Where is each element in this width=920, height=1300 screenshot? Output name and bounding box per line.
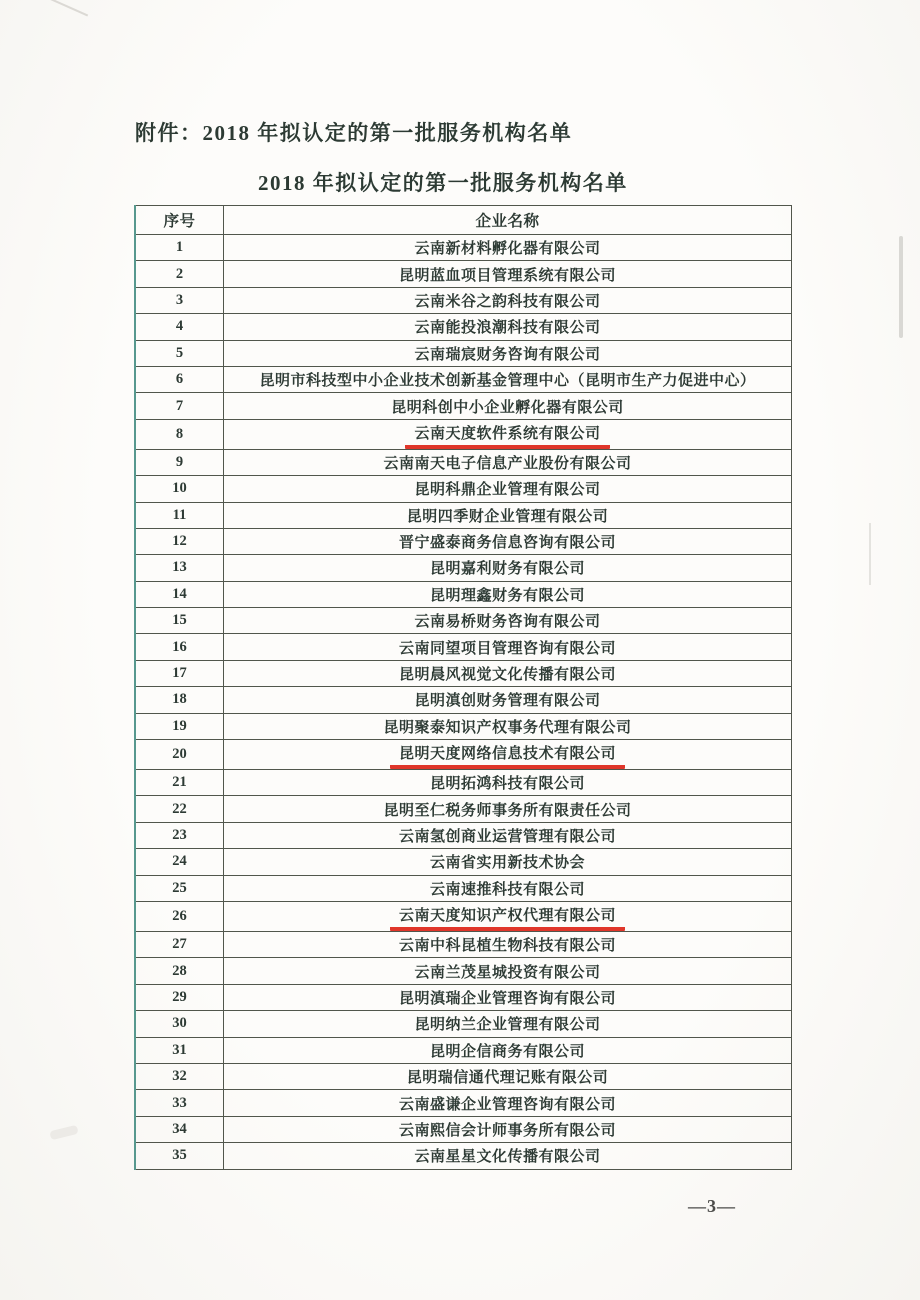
row-index-cell: 22 [135,796,224,822]
company-name-cell [224,770,792,796]
company-name-cell [224,634,792,660]
company-name: 云南新材料孵化器有限公司 [414,241,601,258]
row-index-cell: 8 [135,419,224,449]
table-row [135,1143,792,1169]
table-row [135,393,792,419]
table-row [135,849,792,875]
company-name-cell [224,1143,792,1169]
row-index-cell: 17 [135,660,224,686]
company-name-red-underlined: 云南天度软件系统有限公司 [405,420,609,449]
company-name-cell [224,528,792,554]
company-name: 昆明纳兰企业管理有限公司 [414,1017,601,1034]
company-name-cell [224,476,792,502]
company-name-red-underlined: 云南天度知识产权代理有限公司 [390,902,625,931]
table-row [135,314,792,340]
company-name: 云南省实用新技术协会 [429,855,585,872]
company-name-cell [224,984,792,1010]
company-name-cell [224,287,792,313]
table-row [135,502,792,528]
row-index-cell: 18 [135,687,224,713]
company-name: 云南瑞宸财务咨询有限公司 [414,346,601,363]
row-index-cell: 25 [135,875,224,901]
table-row [135,660,792,686]
company-name: 云南易桥财务咨询有限公司 [414,614,601,631]
company-name: 云南能投浪潮科技有限公司 [414,320,601,337]
header-cell-company-name: 企业名称 [224,206,792,235]
row-index-cell: 16 [135,634,224,660]
row-index-cell: 10 [135,476,224,502]
company-name: 云南盛谦企业管理咨询有限公司 [398,1096,616,1113]
scan-artifact-right-streak [899,236,903,338]
row-index-cell: 11 [135,502,224,528]
company-name: 昆明四季财企业管理有限公司 [406,508,609,525]
table-row [135,555,792,581]
company-name-cell [224,796,792,822]
company-name: 昆明蓝血项目管理系统有限公司 [398,267,616,284]
company-name-cell [224,849,792,875]
row-index-cell: 20 [135,740,224,770]
company-name-cell [224,687,792,713]
table-row [135,340,792,366]
row-index-cell: 3 [135,287,224,313]
row-index-cell: 9 [135,449,224,475]
company-name: 昆明拓鸿科技有限公司 [429,776,585,793]
row-index-cell: 13 [135,555,224,581]
row-index-cell: 5 [135,340,224,366]
scan-artifact-bottom-mark [49,1125,78,1141]
row-index-cell: 32 [135,1063,224,1089]
company-name-cell [224,931,792,957]
table-title: 2018 年拟认定的第一批服务机构名单 [258,171,628,195]
company-name-cell [224,261,792,287]
company-name-cell [224,1037,792,1063]
company-name: 昆明晨风视觉文化传播有限公司 [398,667,616,684]
table-row [135,287,792,313]
company-name: 昆明科创中小企业孵化器有限公司 [391,399,624,416]
table-row [135,958,792,984]
row-index-cell: 15 [135,608,224,634]
company-name-cell [224,1011,792,1037]
row-index-cell: 21 [135,770,224,796]
company-name: 云南星星文化传播有限公司 [414,1149,601,1166]
table-row [135,687,792,713]
company-name: 云南熙信会计师事务所有限公司 [398,1122,616,1139]
company-name-cell [224,314,792,340]
company-name: 昆明市科技型中小企业技术创新基金管理中心（昆明市生产力促进中心） [259,373,756,390]
row-index-cell: 24 [135,849,224,875]
company-name: 昆明科鼎企业管理有限公司 [414,482,601,499]
row-index-cell: 12 [135,528,224,554]
table-row [135,875,792,901]
company-name-cell [224,1090,792,1116]
table-row [135,608,792,634]
company-name: 昆明企信商务有限公司 [429,1043,585,1060]
table-row [135,713,792,739]
company-name-cell [224,608,792,634]
page-number: —3— [688,1196,736,1216]
company-name-cell [224,822,792,848]
company-name: 晋宁盛泰商务信息咨询有限公司 [398,535,616,552]
table-row [135,1011,792,1037]
company-name-cell [224,419,792,449]
company-name: 昆明滇创财务管理有限公司 [414,693,601,710]
table-row [135,581,792,607]
row-index-cell: 30 [135,1011,224,1037]
table-row [135,1116,792,1142]
table-row [135,984,792,1010]
row-index-cell: 29 [135,984,224,1010]
table-row [135,476,792,502]
row-index-cell: 14 [135,581,224,607]
table-header [135,206,792,235]
table-row [135,1037,792,1063]
company-name-cell [224,340,792,366]
company-name: 昆明聚泰知识产权事务代理有限公司 [383,719,632,736]
row-index-cell: 31 [135,1037,224,1063]
company-name-cell [224,958,792,984]
row-index-cell: 33 [135,1090,224,1116]
company-name-cell [224,393,792,419]
company-name-cell [224,555,792,581]
company-name-cell [224,1116,792,1142]
row-index-cell: 34 [135,1116,224,1142]
table-row [135,740,792,770]
row-index-cell: 28 [135,958,224,984]
table-row [135,419,792,449]
company-name: 云南同望项目管理咨询有限公司 [398,640,616,657]
table-row [135,1063,792,1089]
company-roster-table [134,205,792,1170]
table-row [135,634,792,660]
company-name: 昆明至仁税务师事务所有限责任公司 [383,802,632,819]
row-index-cell: 23 [135,822,224,848]
company-name: 云南速推科技有限公司 [429,881,585,898]
table-row [135,449,792,475]
company-name-cell [224,235,792,261]
row-index-cell: 7 [135,393,224,419]
table-row [135,1090,792,1116]
company-name-cell [224,1063,792,1089]
company-name-cell [224,449,792,475]
table-body [135,235,792,1170]
row-index-cell: 4 [135,314,224,340]
table-header-row [135,206,792,235]
company-name: 昆明理鑫财务有限公司 [429,587,585,604]
company-name: 昆明滇瑞企业管理咨询有限公司 [398,990,616,1007]
table-row [135,528,792,554]
table-row [135,796,792,822]
company-name-cell [224,713,792,739]
table-row [135,901,792,931]
row-index-cell: 2 [135,261,224,287]
company-name-cell [224,740,792,770]
company-name: 云南中科昆植生物科技有限公司 [398,938,616,955]
company-name-red-underlined: 昆明天度网络信息技术有限公司 [390,740,625,769]
company-name: 昆明嘉利财务有限公司 [429,561,585,578]
company-name: 云南南天电子信息产业股份有限公司 [383,455,632,472]
company-name-cell [224,660,792,686]
company-name-cell [224,366,792,392]
company-name: 昆明瑞信通代理记账有限公司 [406,1070,609,1087]
company-name-cell [224,502,792,528]
company-name-cell [224,901,792,931]
company-name-cell [224,581,792,607]
table-row [135,931,792,957]
table-row [135,235,792,261]
table-row [135,366,792,392]
company-name: 云南氢创商业运营管理有限公司 [398,829,616,845]
row-index-cell: 1 [135,235,224,261]
company-name: 云南兰茂星城投资有限公司 [414,964,601,981]
table-row [135,822,792,848]
row-index-cell: 35 [135,1143,224,1169]
attachment-title: 附件：2018 年拟认定的第一批服务机构名单 [135,121,573,145]
scan-artifact-fold-line [40,0,88,16]
table-row [135,261,792,287]
company-name: 云南米谷之韵科技有限公司 [414,293,601,310]
table-row [135,770,792,796]
row-index-cell: 6 [135,366,224,392]
company-name-cell [224,875,792,901]
row-index-cell: 27 [135,931,224,957]
row-index-cell: 19 [135,713,224,739]
header-cell-index: 序号 [135,206,224,235]
scan-artifact-right-streak-2 [869,523,871,585]
row-index-cell: 26 [135,901,224,931]
